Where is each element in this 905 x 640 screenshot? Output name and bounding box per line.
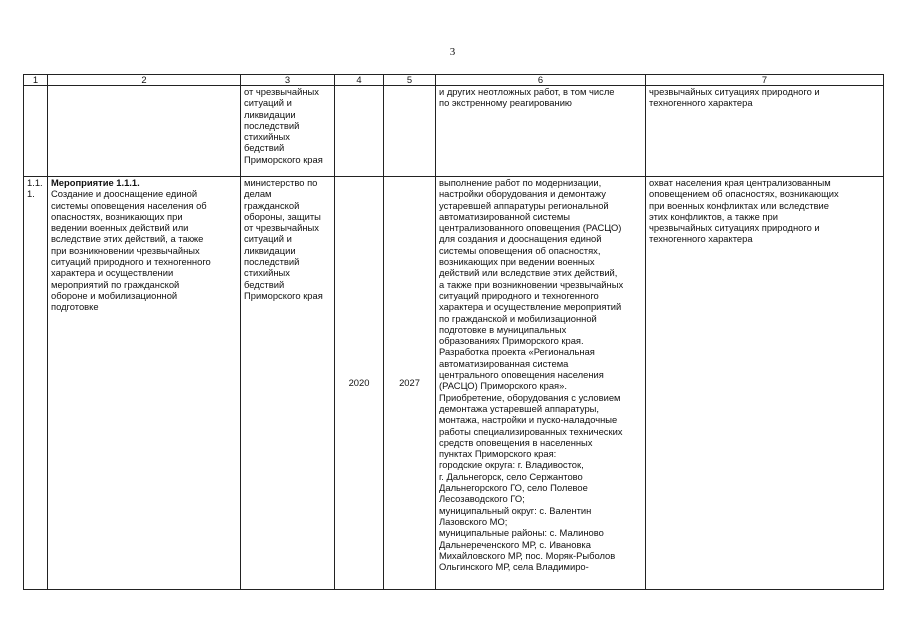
header-cell: 4 <box>335 75 384 86</box>
header-cell: 5 <box>384 75 436 86</box>
page-number: 3 <box>449 46 456 58</box>
header-cell: 3 <box>241 75 335 86</box>
cell-start-year <box>335 86 384 177</box>
cell-executor: от чрезвычайных ситуаций и ликвидации последствий стихийных бедствий Приморского края <box>241 86 335 177</box>
cell-number: 1.1. 1. <box>24 177 48 590</box>
cell-measure <box>48 177 241 590</box>
cell-number <box>24 86 48 177</box>
cell-result: чрезвычайных ситуациях природного и техногенного характера <box>646 86 884 177</box>
table-row <box>24 86 884 177</box>
cell-measure <box>48 86 241 177</box>
table-header-row <box>24 75 884 86</box>
cell-end-year: 2027 <box>384 177 436 590</box>
header-cell: 1 <box>24 75 48 86</box>
header-cell: 7 <box>646 75 884 86</box>
table-row <box>24 177 884 590</box>
measure-title: Мероприятие 1.1.1. <box>51 177 140 188</box>
cell-start-year: 2020 <box>335 177 384 590</box>
header-cell: 2 <box>48 75 241 86</box>
cell-result: охват населения края централизованным оповещением об опасностях, возникающих при военных конфликтах или вследствие этих конфликтов, а также при чрезвычайных ситуациях природного и техногенного характера <box>646 177 884 590</box>
cell-content: выполнение работ по модернизации, настройки оборудования и демонтажу устаревшей аппаратуры региональной автоматизированной системы централизованного оповещения (РАСЦО) для создания и дооснащения единой системы оповещения об опасностях, возникающих при ведении военных действий или вследствие этих действий, а также при возникновении чрезвычайных ситуаций природного и техногенного характера и осуществление мероприятий по гражданской и мобилизационной подготовке в муниципальных образованиях Приморского края. Разработка проекта «Региональная автоматизированная система центрального оповещения населения (РАСЦО) Приморского края». Приобретение, оборудования с условием демонтажа устаревшей аппаратуры, монтажа, настройки и пуско-наладочные работы специализированных технических средств оповещения в населенных пунктах Приморского края: городские округа: г. Владивосток, г. Дальнегорск, село Сержантово Дальнегорского ГО, село Полевое Лесозаводского ГО; муниципальный округ: с. Валентин Лазовского МО; муниципальные районы: с. Малиново Дальнереченского МР, с. Ивановка Михайловского МР, пос. Моряк-Рыболов Ольгинского МР, села Владимиро- <box>436 177 646 590</box>
cell-executor: министерство по делам гражданской обороны, защиты от чрезвычайных ситуаций и ликвидации последствий стихийных бедствий Приморского края <box>241 177 335 590</box>
measure-description: Создание и дооснащение единой системы оповещения населения об опасностях, возникающих при ведении военных действий или вследствие этих действий, а также при возникновении чрезвычайных ситуаций природного и техногенного характера и осуществлении мероприятий по гражданской обороне и мобилизационной подготовке <box>51 188 211 313</box>
header-cell: 6 <box>436 75 646 86</box>
cell-content: и других неотложных работ, в том числе по экстренному реагированию <box>436 86 646 177</box>
document-table <box>23 74 884 590</box>
cell-end-year <box>384 86 436 177</box>
